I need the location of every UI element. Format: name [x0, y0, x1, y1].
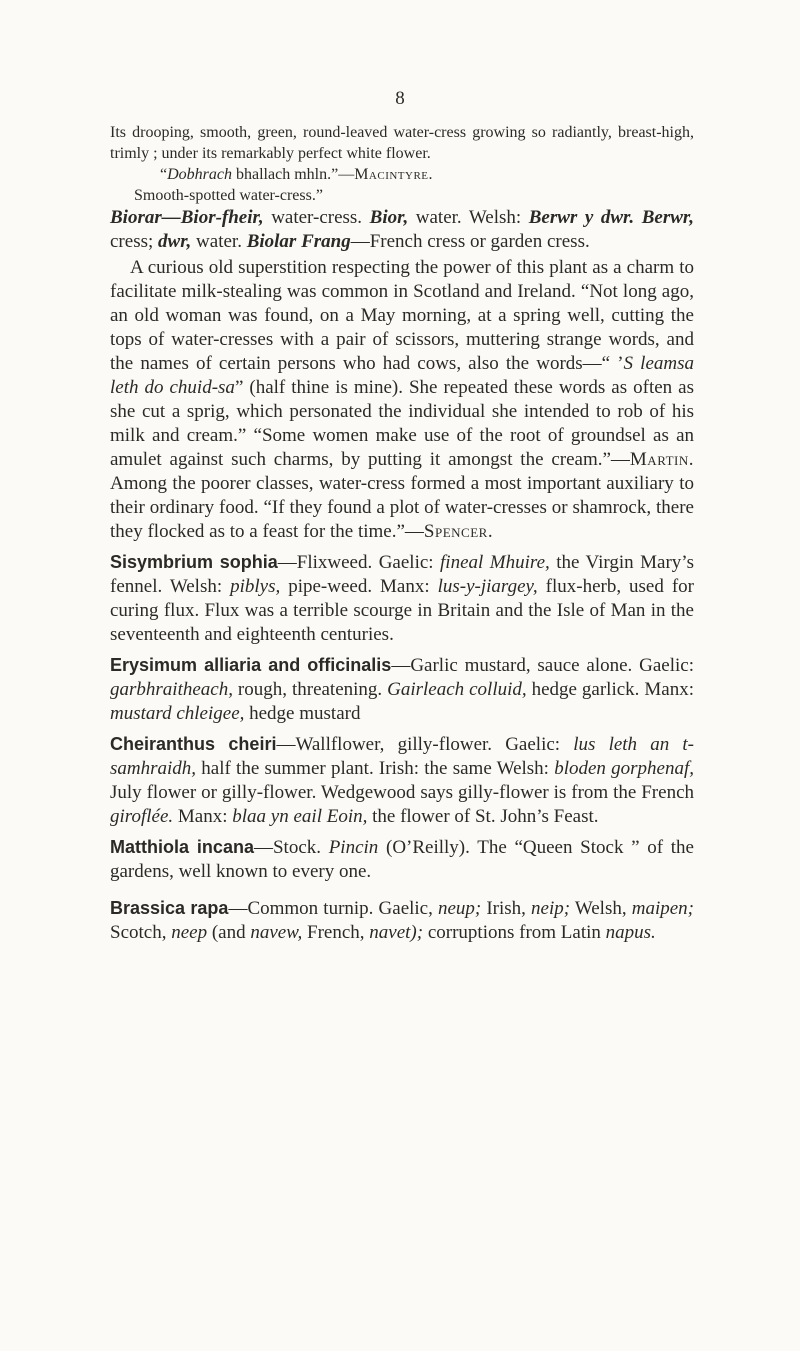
quote-line: Smooth-spotted water-cress.” [134, 187, 323, 204]
entry-matthiola: Matthiola incana—Stock. Pincin (O’Reilly). The “Queen Stock ” of the gardens, well known to every one. [110, 837, 694, 882]
species-name: Erysimum alliaria and officinalis [110, 655, 392, 675]
gaelic-charm-phrase: S leamsa leth do chuid-sa [110, 353, 694, 398]
entry-heading: Biorar—Bior-fheir, [110, 207, 264, 228]
entry-erysimum: Erysimum alliaria and officinalis—Garlic mustard, sauce alone. Gaelic: garbhraitheach, rough, threatening. Gairleach colluid, hedge garlick. Manx: mustard chleigee, hedge mustard [110, 655, 694, 724]
species-name: Brassica rapa [110, 898, 229, 918]
entry-biorar: Biorar—Bior-fheir, water-cress. Bior, water. Welsh: Berwr y dwr. Berwr, cress; dwr, water. Biolar Frang—French cress or garden cress. [110, 207, 695, 252]
species-name: Matthiola incana [110, 837, 254, 857]
page-number: 8 [395, 88, 405, 109]
page-body [110, 122, 694, 945]
quote-line: Its drooping, smooth, green, round-leaved water-cress growing so radiantly, breast-high, trimly ; under its remarkably perfect white flower. [110, 124, 694, 162]
superstition-paragraph: A curious old superstition respecting the power of this plant as a charm to facilitate milk-stealing was common in Scotland and Ireland. “Not long ago, an old woman was found, on a May morning, at a spring well, cutting the tops of water-cresses with a pair of scissors, muttering strange words, and the names of certain persons who had cows, also the words—“ ’S leamsa leth do chuid-sa” (half thine is mine). She repeated these words as often as she cut a sprig, which personated the individual she intended to rob of his milk and cream.” “Some women make use of the root of groundsel as an amulet against such charms, by putting it amongst the cream.”—Martin. Among the poorer classes, water-cress formed a most important auxiliary to their ordinary food. “If they found a plot of water-cresses or shamrock, there they flocked as to a feast for the time.”—Spencer. [110, 257, 694, 542]
species-name: Cheiranthus cheiri [110, 734, 277, 754]
entry-brassica: Brassica rapa—Common turnip. Gaelic, neup; Irish, neip; Welsh, maipen; Scotch, neep (and navew, French, navet); corruptions from Latin napus. [110, 898, 694, 943]
entry-sisymbrium: Sisymbrium sophia—Flixweed. Gaelic: fineal Mhuire, the Virgin Mary’s fennel. Welsh: piblys, pipe-weed. Manx: lus-y-jiargey, flux-herb, used for curing flux. Flux was a terrible scourge in Britain and the Isle of Man in the seventeenth and eighteenth centuries. [110, 552, 694, 645]
entry-cheiranthus: Cheiranthus cheiri—Wallflower, gilly-flower. Gaelic: lus leth an t-samhraidh, half the summer plant. Irish: the same Welsh: bloden gorphenaf, July flower or gilly-flower. Wedgewood says gilly-flower is from the French giroflée. Manx: blaa yn eail Eoin, the flower of St. John’s Feast. [110, 734, 694, 827]
quote-gaelic-word: Dobhrach [167, 166, 232, 183]
gaelic-verse-translation [110, 122, 694, 206]
citation-spencer: Spencer. [423, 521, 494, 542]
citation-martin: Martin. [629, 449, 694, 470]
quote-author: Macintyre. [354, 166, 434, 183]
species-name: Sisymbrium sophia [110, 552, 278, 572]
quote-attribution-line: “Dobhrach bhallach mhln.”—Macintyre. [160, 166, 434, 183]
